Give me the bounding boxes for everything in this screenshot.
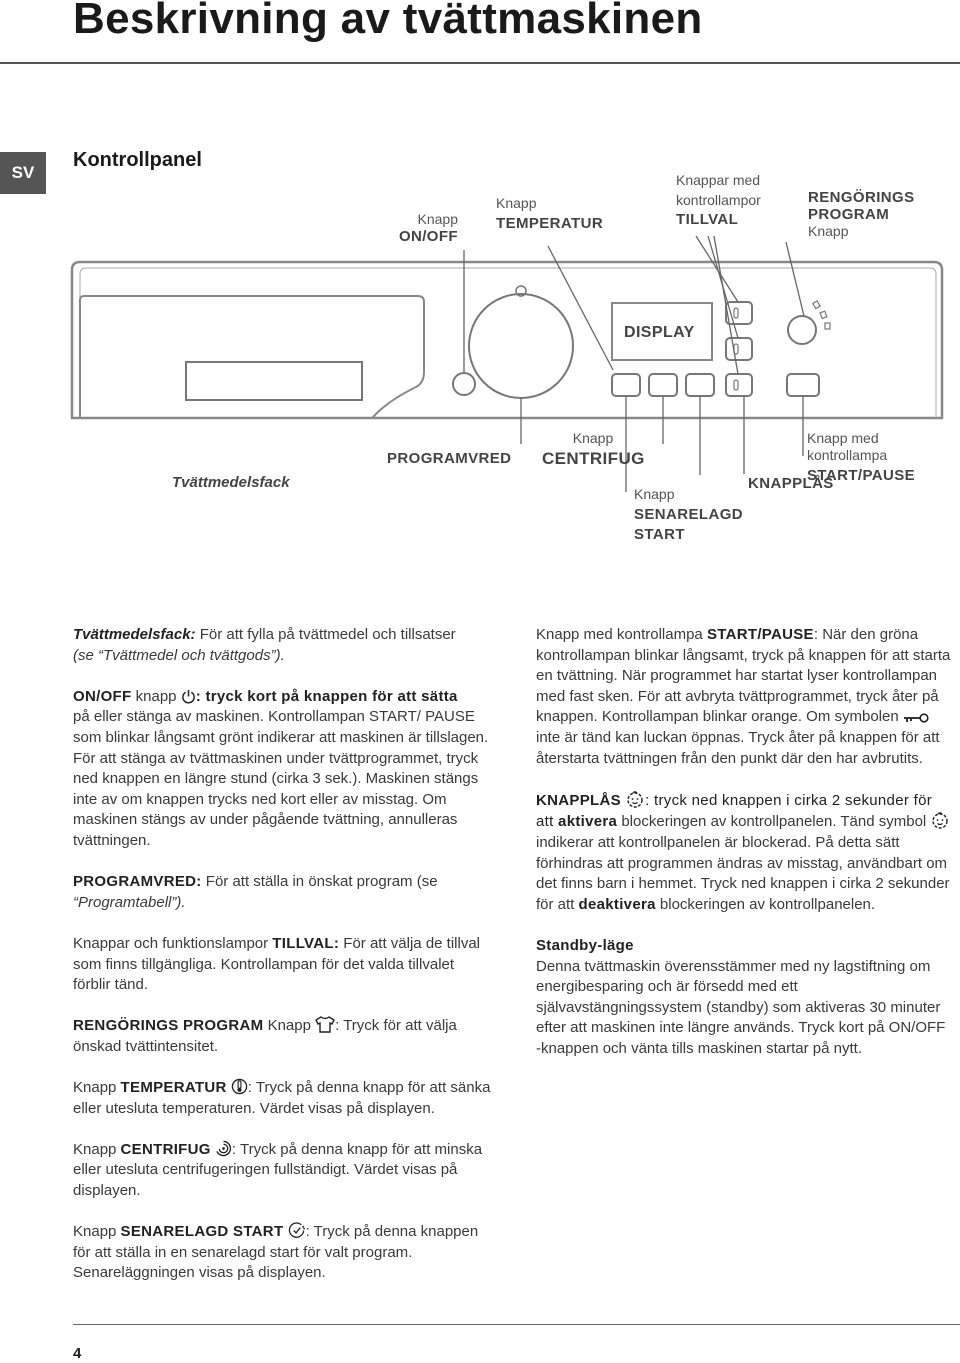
key-icon	[903, 712, 929, 724]
label-onoff	[388, 211, 458, 245]
para-tillval-text2: För att välja de tillval som finns tillgängliga. Kontrollampan för det valda tillvalet förblir tänd.	[73, 934, 481, 994]
spin-icon	[215, 1140, 232, 1157]
para-onoff-rest: på eller stänga av maskinen. Kontrollampan START/ PAUSE som blinkar långsamt grönt indikerar att maskinen är tillslagen. För att stänga av tvättmaskinen under tvättprogrammet, tryck ned knappen en längre stund (cirka 3 sek.). Maskinen stängs inte av om knappen trycks ned kort eller av misstag. Om maskinen stängs av under pågående tvättning, annulleras tvättningen.	[73, 708, 489, 849]
program-knob	[469, 294, 573, 398]
label-onoff-knapp: Knapp	[417, 211, 458, 227]
para-temperatur-lead: TEMPERATUR	[120, 1079, 227, 1097]
para-programvred-ref: “Programtabell”).	[73, 893, 186, 911]
para-programvred	[73, 872, 493, 913]
para-temperatur-text: : Tryck på denna knapp för att sänka eller utesluta temperaturen. Värdet visas på displayen.	[73, 1079, 491, 1117]
label-startpause-line1: Knapp med kontrollampa	[807, 430, 888, 463]
label-reng-line1: RENGÖRINGS	[808, 189, 915, 206]
para-tillval-text1: Knappar och funktionslampor	[73, 934, 273, 952]
left-column	[73, 625, 493, 1305]
onoff-button	[453, 373, 475, 395]
para-onoff-knapp: knapp	[131, 687, 181, 705]
label-centrifug-knapp: Knapp	[572, 430, 614, 446]
para-centrifug-knapp: Knapp	[73, 1140, 121, 1158]
label-display: DISPLAY	[624, 324, 695, 341]
para-programvred-lead: PROGRAMVRED:	[73, 873, 202, 891]
para-rengoring-knapp: Knapp	[263, 1017, 316, 1035]
para-rengoring-text: : Tryck för att välja önskad tvättintensitet.	[73, 1017, 457, 1055]
para-knapplas-text1: : tryck ned knappen i cirka 2 sekunder för att	[536, 791, 932, 831]
section-title: Kontrollpanel	[73, 149, 202, 171]
para-senarelagd-text: : Tryck på denna knappen för att ställa in en senarelagd start för valt program. Senareläggningen visas på displayen.	[73, 1223, 479, 1282]
label-senarelagd-line2: START	[634, 526, 685, 543]
cleaning-program-button	[788, 316, 816, 344]
label-reng-knapp: Knapp	[808, 223, 849, 239]
label-tvattmedelsfack: Tvättmedelsfack	[172, 474, 290, 491]
label-reng-line2: PROGRAM	[808, 206, 890, 223]
para-rengoring-lead: RENGÖRINGS PROGRAM	[73, 1017, 264, 1035]
label-centrifug	[542, 430, 645, 467]
para-startpause	[536, 625, 954, 769]
option-button-1	[726, 302, 752, 324]
label-senarelagd	[634, 486, 743, 543]
label-temp-knapp: Knapp	[496, 195, 537, 211]
para-tillval-lead: TILLVAL:	[272, 934, 340, 952]
label-senarelagd-line1: SENARELAGD	[634, 506, 744, 523]
para-centrifug	[73, 1140, 493, 1202]
para-standby-title: Standby-läge	[536, 936, 634, 954]
para-tvattmedelsfack	[73, 625, 493, 666]
para-startpause-text2: : När den gröna kontrollampan blinkar långsamt, tryck på knappen för att starta en tvättning. När programmet har startat lyser kontrollampan med fast sken. För att avbryta tvättprogrammet, tryck åter på knappen. Kontrollampan blinkar orange. Om symbolen	[536, 626, 951, 726]
para-startpause-lead: START/PAUSE	[706, 626, 814, 643]
label-tillval	[676, 170, 761, 230]
power-icon	[181, 689, 196, 704]
language-tab: SV	[0, 152, 46, 194]
drawer-handle	[186, 362, 362, 400]
para-temperatur	[73, 1078, 493, 1119]
para-tvattmedelsfack-lead: Tvättmedelsfack:	[73, 626, 196, 643]
page-title: Beskrivning av tvättmaskinen	[73, 0, 703, 43]
para-temperatur-knapp: Knapp	[73, 1079, 121, 1097]
shirt-icon	[315, 1016, 335, 1033]
label-rengoring	[808, 189, 915, 240]
para-knapplas-aktivera: aktivera	[558, 813, 618, 831]
para-knapplas-text2: blockeringen av kontrollpanelen. Tänd symbol	[617, 813, 931, 831]
temperature-button	[686, 374, 714, 396]
para-senarelagd-lead: SENARELAGD START	[120, 1223, 284, 1241]
label-temperatur	[496, 195, 603, 232]
right-column	[536, 625, 954, 1080]
label-temp-title: TEMPERATUR	[496, 215, 604, 232]
para-onoff	[73, 687, 493, 852]
label-tillval-line2: kontrollampor	[676, 192, 761, 208]
para-centrifug-lead: CENTRIFUG	[120, 1140, 211, 1158]
label-tillval-line1: Knappar med	[676, 172, 761, 188]
para-standby-text: Denna tvättmaskin överensstämmer med ny lagstiftning om energibesparing och är försedd med ett självavstängningssystem (standby) som aktiveras 30 minuter efter att maskinen inte längre används. Tryck kort på ON/OFF -knappen och vänta tills maskinen startar på nytt.	[536, 957, 946, 1057]
label-startpause	[807, 430, 960, 484]
temperature-icon	[231, 1078, 248, 1095]
para-tvattmedelsfack-ref: (se “Tvättmedel och tvättgods”).	[73, 646, 285, 664]
para-senarelagd	[73, 1222, 493, 1284]
option-button-3	[726, 374, 752, 396]
para-startpause-text3: inte är tänd kan luckan öppnas. Tryck åter på knappen för att återstarta tvättningen från den punkt där den har avbrutits.	[536, 728, 940, 767]
delayed-start-icon	[288, 1222, 306, 1239]
label-startpause-title: START/PAUSE	[807, 467, 916, 484]
para-knapplas-deaktivera: deaktivera	[578, 895, 656, 913]
label-centrifug-title: CENTRIFUG	[542, 449, 645, 468]
para-rengoring	[73, 1016, 493, 1057]
para-knapplas-text4: blockeringen av kontrollpanelen.	[655, 895, 876, 913]
label-knapplas: KNAPPLÅS	[748, 475, 834, 492]
delay-start-button	[612, 374, 640, 396]
para-onoff-lead: ON/OFF	[73, 687, 132, 705]
start-pause-button	[787, 374, 819, 396]
child-lock-icon	[625, 790, 645, 808]
label-senarelagd-knapp: Knapp	[634, 486, 675, 502]
option-button-2	[726, 338, 752, 360]
para-knapplas-text3: indikerar att kontrollpanelen är blockerad. På detta sätt förhindras att programmen ändras av misstag, användbart om det finns barn i hemmet. Tryck ned knappen i cirka 2 sekunder för att	[536, 833, 950, 913]
para-tillval	[73, 934, 493, 996]
spin-button	[649, 374, 677, 396]
label-onoff-title: ON/OFF	[398, 228, 458, 245]
para-knapplas-lead: KNAPPLÅS	[536, 791, 621, 809]
page-number: 4	[73, 1345, 82, 1362]
para-centrifug-text: : Tryck på denna knapp för att minska eller utesluta centrifugeringen fullständigt. Värdet visas på displayen.	[73, 1140, 483, 1200]
para-knapplas	[536, 790, 954, 916]
para-programvred-text: För att ställa in önskat program (se	[201, 873, 438, 891]
para-startpause-text1: Knapp med kontrollampa	[536, 626, 707, 643]
footer-rule	[73, 1324, 960, 1325]
para-senarelagd-knapp: Knapp	[73, 1223, 121, 1241]
label-programvred: PROGRAMVRED	[387, 450, 512, 467]
para-onoff-text1: : tryck kort på knappen för att sätta	[195, 687, 458, 705]
label-tillval-title: TILLVAL	[676, 211, 739, 228]
child-lock-icon-inline	[930, 811, 950, 829]
para-standby	[536, 936, 954, 1060]
para-tvattmedelsfack-text: För att fylla på tvättmedel och tillsatser	[195, 626, 456, 643]
